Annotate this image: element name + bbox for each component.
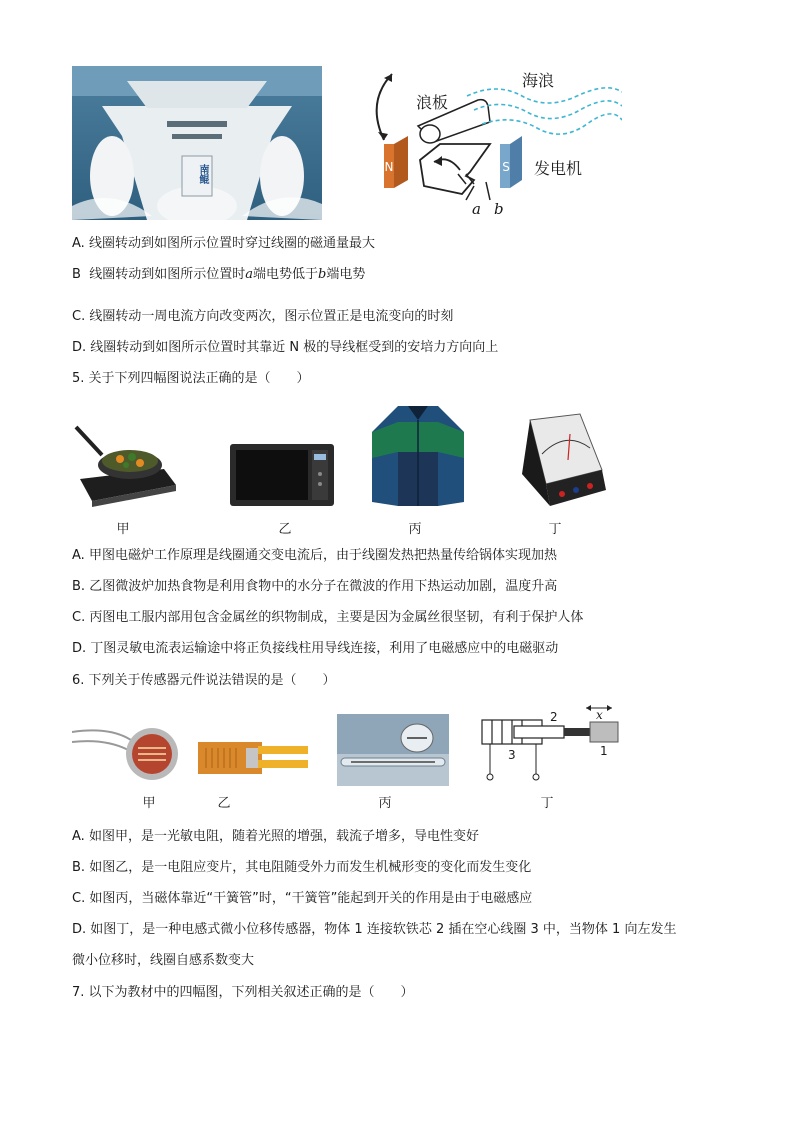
q5-caption-bing: 丙 [408, 522, 422, 537]
q5-caption-yi: 乙 [278, 522, 292, 537]
displacement-x-label: x [596, 708, 603, 722]
wave-board-label: 浪板 [416, 93, 449, 112]
q4-option-c: C. 线圈转动一周电流方向改变两次，图示位置正是电流变向的时刻 [72, 309, 454, 324]
q5-caption-ding: 丁 [548, 522, 562, 537]
q5-option-a: A. 甲图电磁炉工作原理是线圈通交变电流后，由于线圈发热把热量传给锅体实现加热 [72, 548, 557, 563]
q6-caption-jia: 甲 [142, 796, 156, 811]
induction-cooker-image [72, 415, 182, 510]
magnet-s-label: S [502, 160, 510, 174]
galvanometer-image [510, 410, 608, 508]
q6-caption-bing: 丙 [378, 796, 392, 811]
q5-stem: 5. 关于下列四幅图说法正确的是（ ） [72, 371, 310, 386]
q5-option-c: C. 丙图电工服内部用包含金属丝的织物制成，主要是因为金属丝很坚韧，有利于保护人体 [72, 610, 584, 625]
strain-gauge-image [196, 738, 308, 778]
work-jacket-image [368, 402, 468, 512]
q6-caption-yi: 乙 [217, 796, 231, 811]
q6-stem: 6. 下列关于传感器元件说法错误的是（ ） [72, 673, 336, 688]
photoresistor-image [72, 712, 182, 784]
q5-option-d: D. 丁图灵敏电流表运输途中将正负接线柱用导线连接，利用了电磁感应中的电磁驱动 [72, 641, 559, 656]
label-1: 1 [600, 744, 608, 758]
q4-option-d: D. 线圈转动到如图所示位置时其靠近 N 极的导线框受到的安培力方向向上 [72, 340, 499, 355]
q6-option-a: A. 如图甲，是一光敏电阻，随着光照的增强，载流子增多，导电性变好 [72, 829, 479, 844]
terminal-a-label: a [472, 200, 481, 218]
wave-generator-diagram [362, 62, 622, 220]
q5-option-b: B. 乙图微波炉加热食物是利用食物中的水分子在微波的作用下热运动加剧，温度升高 [72, 579, 558, 594]
label-3: 3 [508, 748, 516, 762]
q7-stem: 7. 以下为教材中的四幅图，下列相关叙述正确的是（ ） [72, 985, 414, 1000]
sea-wave-label: 海浪 [522, 71, 555, 90]
generator-label: 发电机 [534, 159, 583, 178]
ship-name-badge: 南鲲 [197, 164, 208, 184]
microwave-image [228, 440, 336, 510]
reed-switch-image [337, 714, 449, 786]
q6-caption-ding: 丁 [540, 796, 554, 811]
terminal-b-label: b [494, 200, 504, 218]
magnet-n-label: N [384, 160, 394, 174]
q6-option-d: D. 如图丁，是一种电感式微小位移传感器，物体 1 连接软铁芯 2 插在空心线圈 3 中，当物体 1 向左发生 [72, 922, 677, 937]
q4-option-b: B 线圈转动到如图所示位置时a端电势低于b端电势 [72, 267, 366, 282]
ship-photo [72, 66, 322, 220]
q4-option-a: A. 线圈转动到如图所示位置时穿过线圈的磁通量最大 [72, 236, 375, 251]
q6-option-c: C. 如图丙，当磁体靠近“干簧管”时，“干簧管”能起到开关的作用是由于电磁感应 [72, 891, 533, 906]
label-2: 2 [550, 710, 558, 724]
q5-caption-jia: 甲 [116, 522, 130, 537]
displacement-sensor-diagram [478, 704, 628, 786]
q6-option-d-cont: 微小位移时，线圈自感系数变大 [72, 953, 255, 968]
q6-option-b: B. 如图乙，是一电阻应变片，其电阻随受外力而发生机械形变的变化而发生变化 [72, 860, 532, 875]
